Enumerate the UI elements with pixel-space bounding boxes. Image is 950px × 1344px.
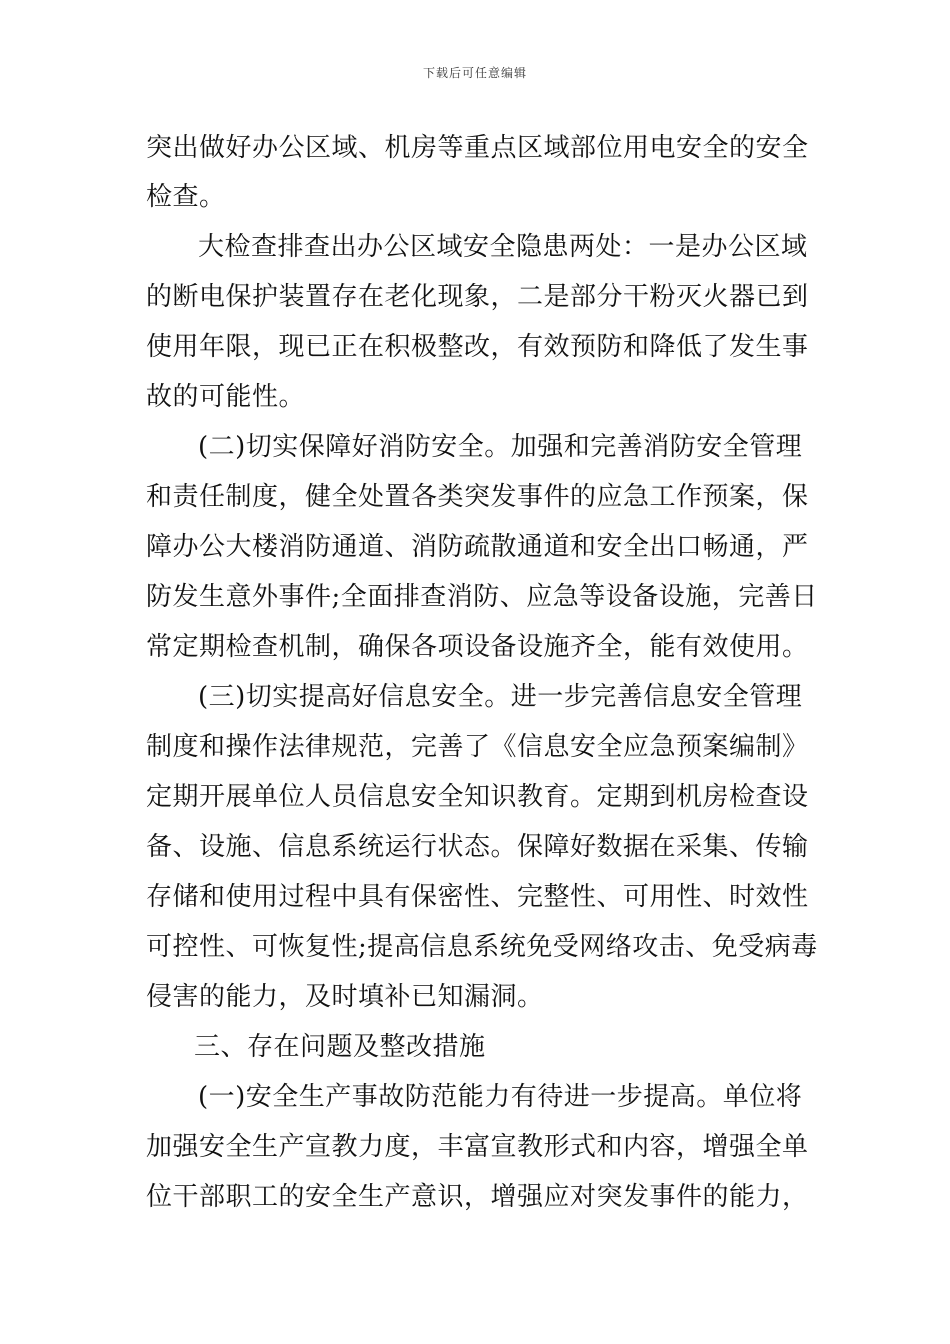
body-line: 侵害的能力，及时填补已知漏洞。 [146,982,544,1012]
body-line: 检查。 [146,182,226,212]
body-line: 使用年限，现已正在积极整改，有效预防和降低了发生事 [146,332,809,362]
body-line: 常定期检查机制，确保各项设备设施齐全，能有效使用。 [146,632,809,662]
body-line: 障办公大楼消防通道、消防疏散通道和安全出口畅通，严 [146,532,809,562]
body-line: 定期开展单位人员信息安全知识教育。定期到机房检查设 [146,782,809,812]
body-line: 突出做好办公区域、机房等重点区域部位用电安全的安全 [146,133,809,163]
paragraph-start-line: 大检查排查出办公区域安全隐患两处：一是办公区域 [198,232,808,262]
body-line: 存储和使用过程中具有保密性、完整性、可用性、时效性 [146,882,809,912]
body-line: 防发生意外事件;全面排查消防、应急等设备设施，完善日 [146,582,818,612]
body-line: 备、设施、信息系统运行状态。保障好数据在采集、传输 [146,832,809,862]
paragraph-start-line: (三)切实提高好信息安全。进一步完善信息安全管理 [198,682,803,712]
paragraph-start-line: (一)安全生产事故防范能力有待进一步提高。单位将 [198,1082,803,1112]
body-line: 的断电保护装置存在老化现象，二是部分干粉灭火器已到 [146,282,809,312]
header-note: 下载后可任意编辑 [422,66,527,80]
paragraph-start-line: (二)切实保障好消防安全。加强和完善消防安全管理 [198,432,803,462]
body-line: 位干部职工的安全生产意识，增强应对突发事件的能力， [146,1182,809,1212]
body-line: 加强安全生产宣教力度，丰富宣教形式和内容，增强全单 [146,1132,809,1162]
body-line: 和责任制度，健全处置各类突发事件的应急工作预案，保 [146,482,809,512]
section-heading: 三、存在问题及整改措施 [194,1032,486,1062]
body-line: 故的可能性。 [146,382,306,412]
body-line: 可控性、可恢复性;提高信息系统免受网络攻击、免受病毒 [146,932,818,962]
body-line: 制度和操作法律规范，完善了《信息安全应急预案编制》 [146,732,809,762]
